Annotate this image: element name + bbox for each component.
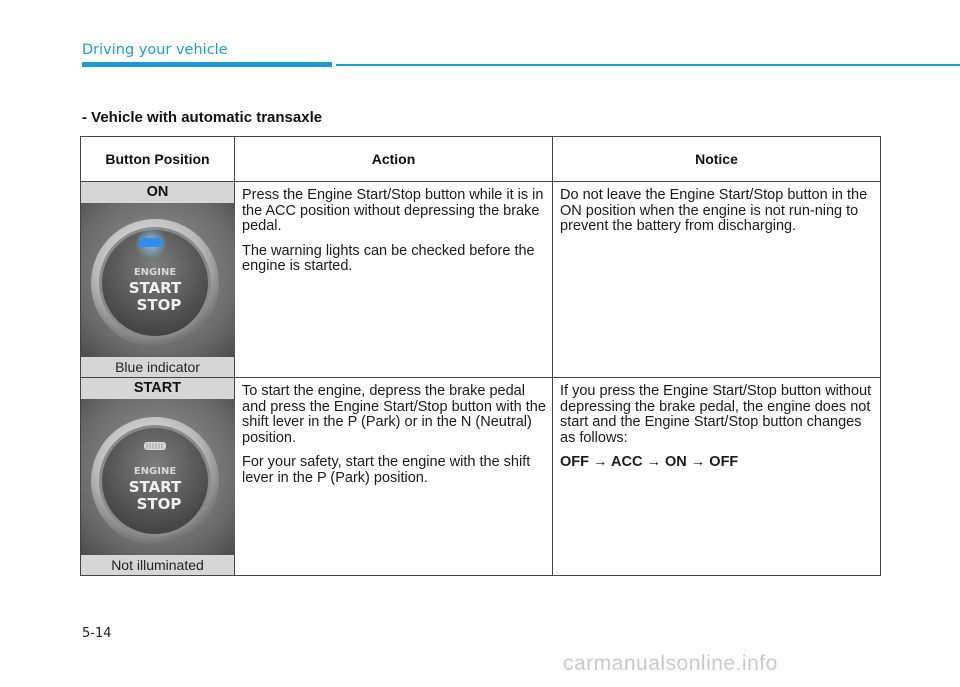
position-label: ON	[81, 182, 234, 203]
notice-paragraph: Do not leave the Engine Start/Stop button in the ON position when the engine is not run-ning to prevent the battery from discharging.	[560, 187, 868, 234]
button-text-engine: ENGINE	[133, 466, 177, 477]
button-text-stop: STOP	[136, 495, 182, 513]
action-cell	[235, 182, 553, 378]
header-rule-thin	[336, 64, 960, 66]
header-rule-thick	[82, 62, 332, 67]
subtitle: - Vehicle with automatic transaxle	[82, 109, 323, 126]
button-text-engine: ENGINE	[133, 267, 177, 278]
engine-button-table	[80, 136, 881, 576]
action-paragraph: The warning lights can be checked before the engine is started.	[242, 242, 535, 274]
notice-cell	[553, 182, 881, 378]
indicator-caption: Blue indicator	[81, 357, 234, 377]
notice-paragraph: If you press the Engine Start/Stop button without depressing the brake pedal, the engine does not start and the Engine Start/Stop button changes as follows:	[560, 383, 872, 446]
position-label: START	[81, 378, 234, 399]
page-number: 5-14	[82, 626, 112, 641]
state-sequence: OFF → ACC → ON → OFF	[560, 454, 739, 470]
header-notice: Notice	[553, 137, 881, 182]
header-button-position: Button Position	[81, 137, 235, 182]
action-paragraph: To start the engine, depress the brake pedal and press the Engine Start/Stop button with the shift lever in the P (Park) or in the N (Neutral) position.	[242, 383, 546, 446]
blue-indicator-light	[139, 238, 163, 247]
start-stop-button-icon	[81, 203, 235, 357]
indicator-caption: Not illuminated	[81, 555, 234, 575]
button-position-cell	[81, 378, 235, 576]
action-cell	[235, 378, 553, 576]
table-row	[81, 182, 881, 378]
header-action: Action	[235, 137, 553, 182]
table-header-row	[81, 137, 881, 182]
button-text-stop: STOP	[136, 296, 182, 314]
button-text-start: START	[128, 279, 182, 297]
action-paragraph: Press the Engine Start/Stop button while it is in the ACC position without depressing the brake pedal.	[242, 187, 544, 234]
engine-start-stop-button-image	[81, 399, 234, 555]
notice-cell	[553, 378, 881, 576]
watermark: carmanualsonline.info	[563, 652, 778, 675]
button-position-cell	[81, 182, 235, 378]
start-stop-button-icon	[81, 399, 235, 555]
table-row	[81, 378, 881, 576]
engine-start-stop-button-image	[81, 203, 234, 357]
action-paragraph: For your safety, start the engine with the shift lever in the P (Park) position.	[242, 454, 531, 486]
button-text-start: START	[128, 478, 182, 496]
section-title: Driving your vehicle	[82, 42, 228, 58]
